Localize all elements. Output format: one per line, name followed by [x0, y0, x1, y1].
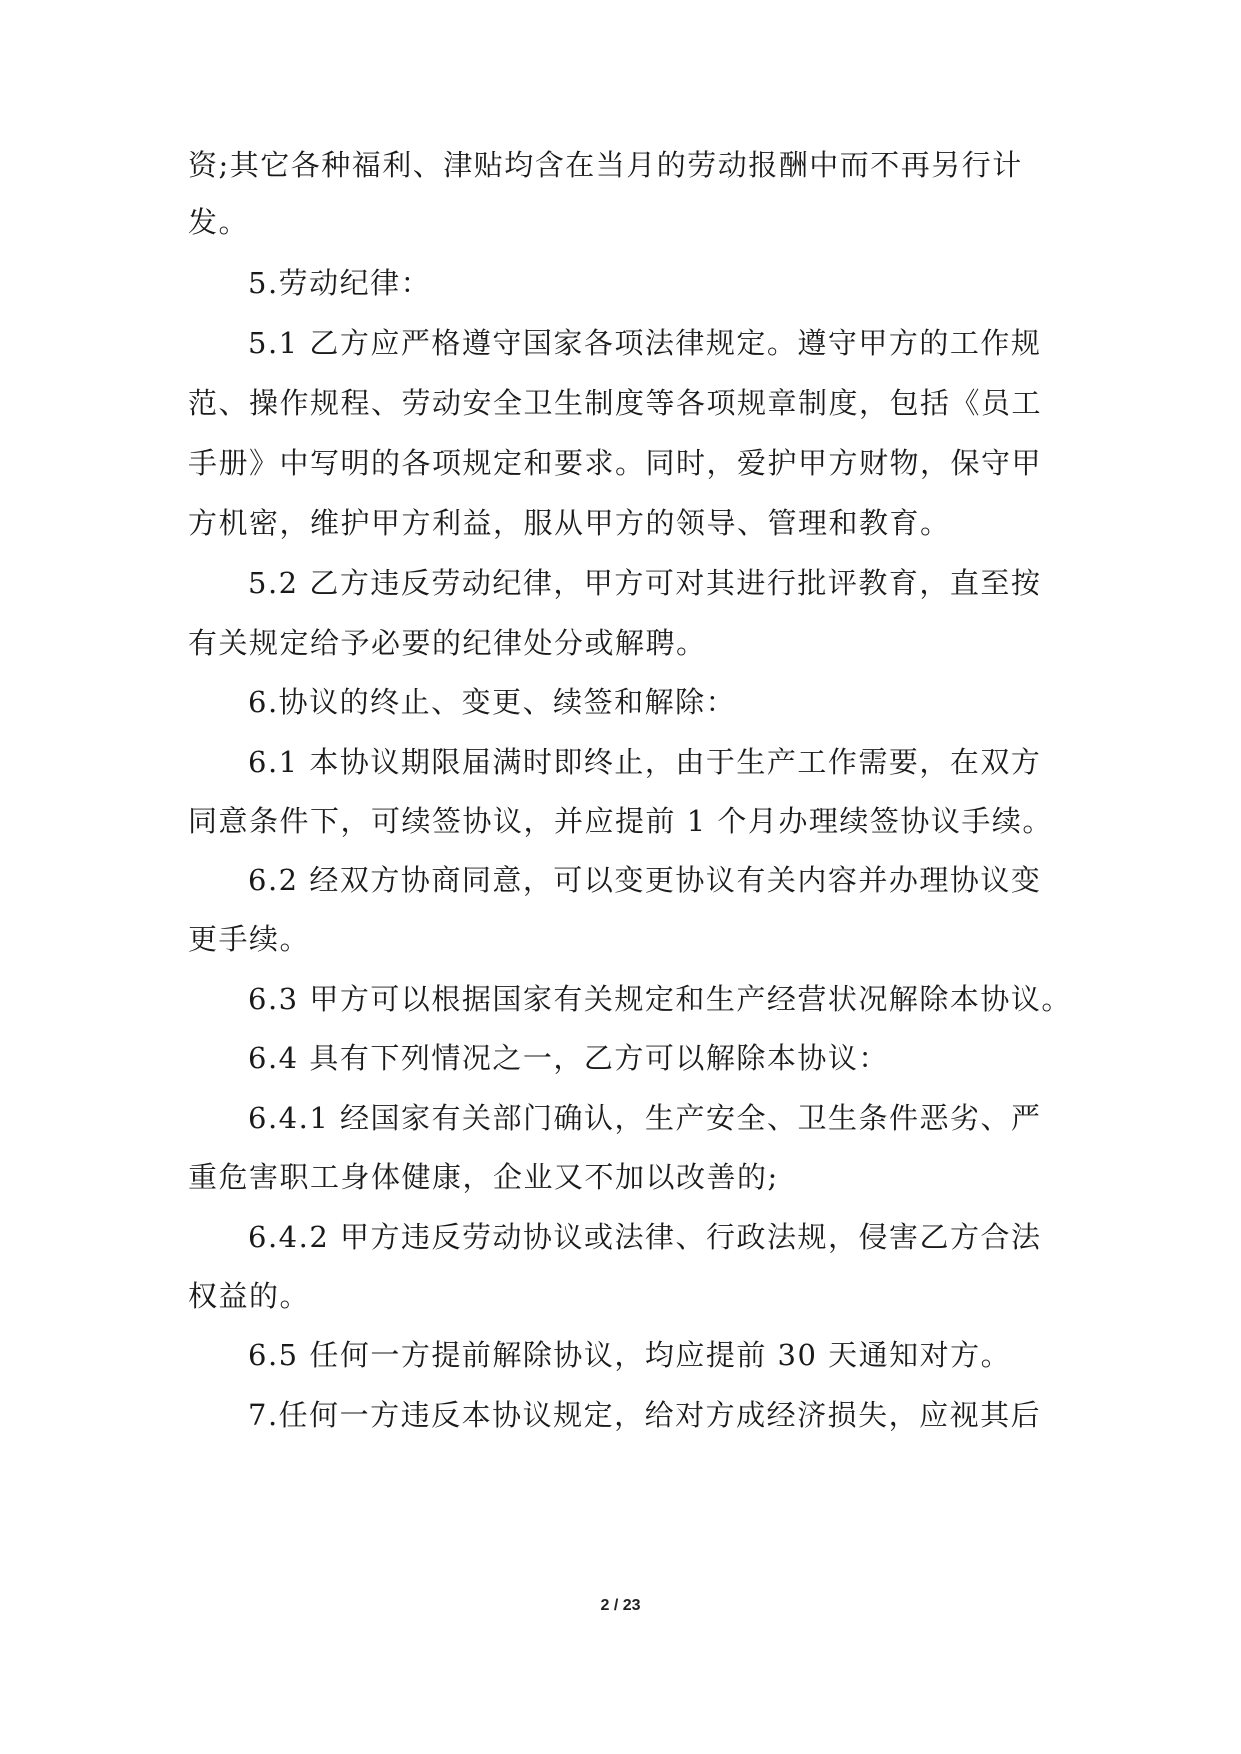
- section-heading-6: 6.协议的终止、变更、续签和解除：: [248, 685, 737, 719]
- text-line-11: 6.1 本协议期限届满时即终止，由于生产工作需要，在双方: [248, 745, 1042, 779]
- text-line-16: 6.4 具有下列情况之一，乙方可以解除本协议：: [248, 1041, 889, 1075]
- text-line-9: 有关规定给予必要的纪律处分或解聘。: [188, 626, 707, 660]
- text-line-15: 6.3 甲方可以根据国家有关规定和生产经营状况解除本协议。: [248, 982, 1072, 1016]
- text-line-20: 权益的。: [188, 1279, 311, 1313]
- text-line-14: 更手续。: [188, 922, 311, 956]
- text-line-2: 发。: [188, 205, 250, 239]
- text-line-6: 手册》中写明的各项规定和要求。同时，爱护甲方财物，保守甲: [188, 446, 1043, 480]
- text-line-13: 6.2 经双方协商同意，可以变更协议有关内容并办理协议变: [248, 863, 1042, 897]
- text-line-4: 5.1 乙方应严格遵守国家各项法律规定。遵守甲方的工作规: [248, 326, 1042, 360]
- section-heading-5: 5.劳动纪律：: [248, 266, 432, 300]
- text-line-8: 5.2 乙方违反劳动纪律，甲方可对其进行批评教育，直至按: [248, 566, 1042, 600]
- text-line-12: 同意条件下，可续签协议，并应提前 1 个月办理续签协议手续。: [188, 804, 1053, 838]
- text-line-19: 6.4.2 甲方违反劳动协议或法律、行政法规，侵害乙方合法: [248, 1220, 1042, 1254]
- text-line-17: 6.4.1 经国家有关部门确认，生产安全、卫生条件恶劣、严: [248, 1101, 1042, 1135]
- section-heading-7: 7.任何一方违反本协议规定，给对方成经济损失，应视其后: [248, 1398, 1042, 1432]
- text-line-7: 方机密，维护甲方利益，服从甲方的领导、管理和教育。: [188, 506, 951, 540]
- text-line-1: 资;其它各种福利、津贴均含在当月的劳动报酬中而不再另行计: [188, 148, 1023, 182]
- text-line-21: 6.5 任何一方提前解除协议，均应提前 30 天通知对方。: [248, 1338, 1012, 1372]
- text-line-18: 重危害职工身体健康，企业又不加以改善的;: [188, 1160, 779, 1194]
- page-number: 2 / 23: [600, 1597, 641, 1614]
- text-line-5: 范、操作规程、劳动安全卫生制度等各项规章制度，包括《员工: [188, 386, 1043, 420]
